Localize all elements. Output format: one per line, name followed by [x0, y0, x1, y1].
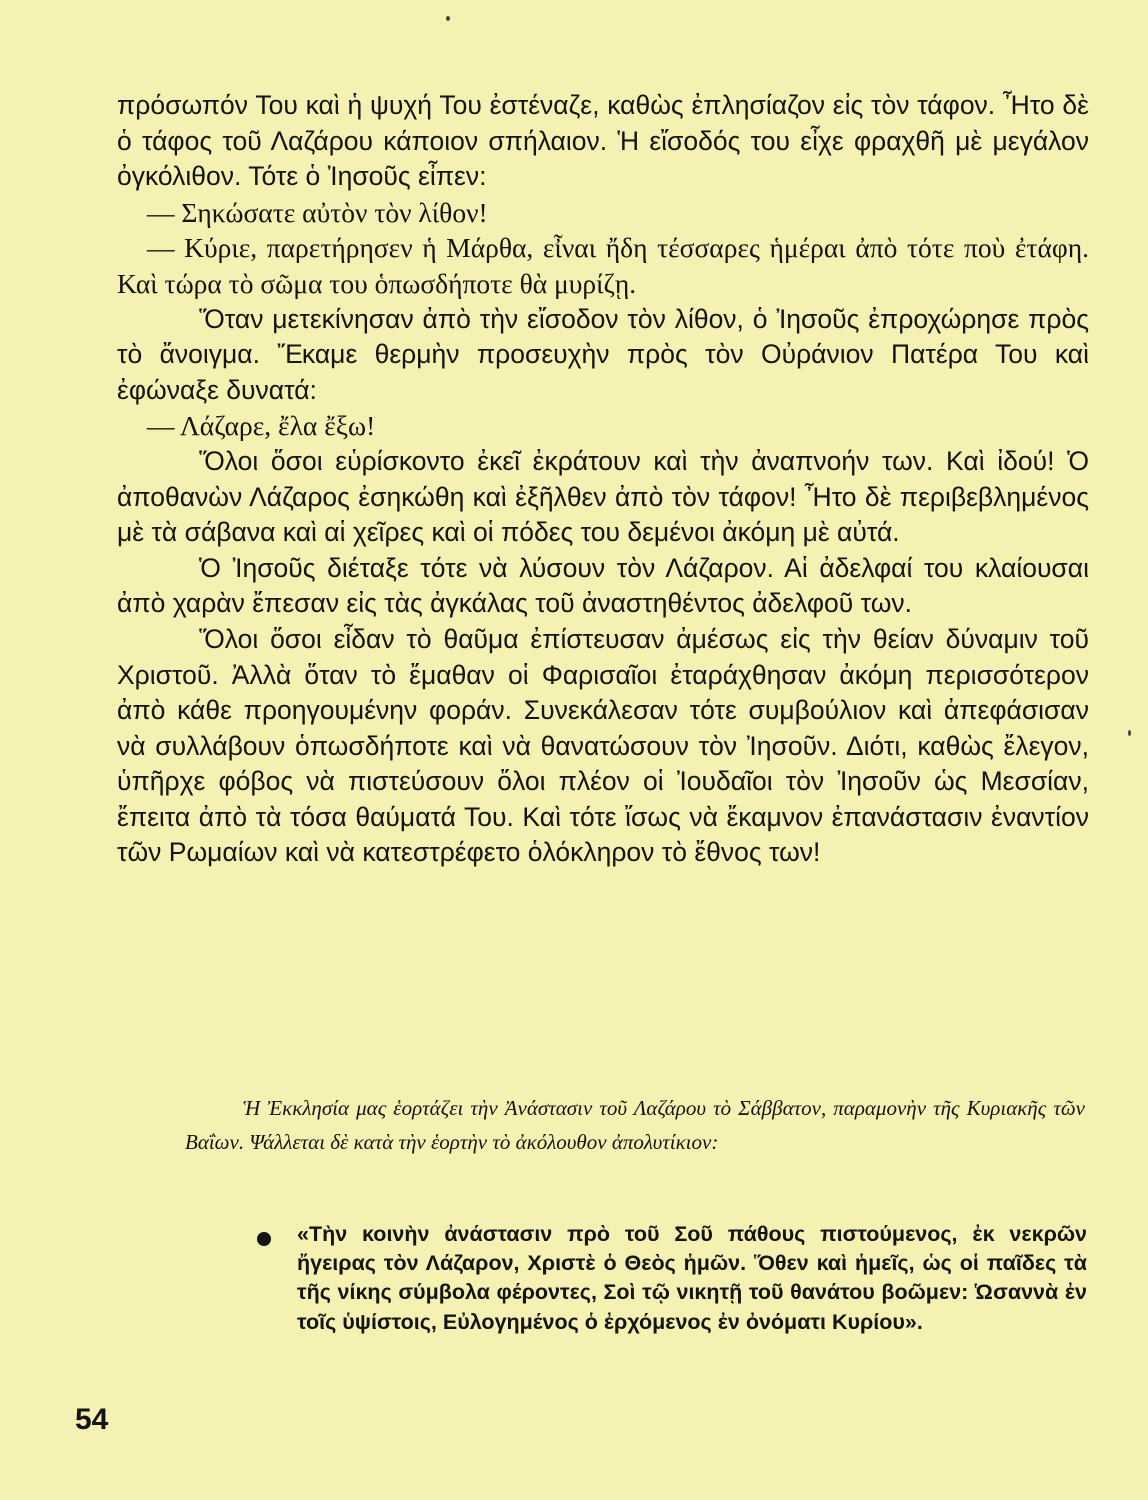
page-number: 54 — [75, 1403, 109, 1436]
print-speck — [446, 16, 450, 21]
print-speck — [1128, 730, 1131, 736]
footnote-text: Ἡ Ἐκκλησία μας ἑορτάζει τὴν Ἀνάστασιν τοῦ Λαζάρου τὸ Σάββατον, παραμονὴν τῆς Κυριακῆς τῶν Βαΐων. Ψάλλεται δὲ κατὰ τὴν ἑορτὴν τὸ ἀκόλουθον ἀπολυτίκιον: — [185, 1096, 1085, 1154]
dialogue-3: — Λάζαρε, ἔλα ἔξω! — [147, 410, 376, 442]
hymn-text: «Τὴν κοινὴν ἀνάστασιν πρὸ τοῦ Σοῦ πάθους πιστούμενος, ἐκ νεκρῶν ἤγειρας τὸν Λάζαρον, Χριστὲ ὁ Θεὸς ἡμῶν. Ὅθεν καὶ ἡμεῖς, ὡς οἱ παῖδες τὰ τῆς νίκης σύμβολα φέροντες, Σοὶ τῷ νικητῇ τοῦ θανάτου βοῶμεν: Ὡσαννὰ ἐν τοῖς ὑψίστοις, Εὐλογημένος ὁ ἐρχόμενος ἐν ὀνόματι Κυρίου». — [297, 1222, 1087, 1334]
paragraph-3: Ὅλοι ὅσοι εὑρίσκοντο ἐκεῖ ἐκράτουν καὶ τὴν ἀναπνοήν των. Καὶ ἰδού! Ὁ ἀποθανὼν Λάζαρος ἐσηκώθη καὶ ἐξῆλθεν ἀπὸ τὸν τάφον! Ἦτο δὲ περιβεβλημένος μὲ τὰ σάβανα καὶ αἱ χεῖρες καὶ οἱ πόδες του δεμένοι ἀκόμη μὲ αὐτά. — [117, 445, 1089, 548]
dialogue-1: — Σηκώσατε αὐτὸν τὸν λίθον! — [147, 196, 488, 228]
footnote-block — [185, 1091, 1085, 1159]
dialogue-2: — Κύριε, παρετήρησεν ἡ Μάρθα, εἶναι ἤδη τέσσαρες ἡμέραι ἀπὸ τότε ποὺ ἐτάφη. Καὶ τώρα τὸ σῶμα του ὁπωσδήποτε θὰ μυρίζῃ. — [117, 232, 1089, 299]
paragraph-5: Ὅλοι ὅσοι εἶδαν τὸ θαῦμα ἐπίστευσαν ἀμέσως εἰς τὴν θείαν δύναμιν τοῦ Χριστοῦ. Ἀλλὰ ὅταν τὸ ἔμαθαν οἱ Φαρισαῖοι ἐταράχθησαν ἀκόμη περισσότερον ἀπὸ κάθε προηγουμένην φοράν. Συνεκάλεσαν τότε συμβούλιον καὶ ἀπεφάσισαν νὰ συλλάβουν ὁπωσδήποτε καὶ νὰ θανατώσουν τὸν Ἰησοῦν. Διότι, καθὼς ἔλεγον, ὑπῆρχε φόβος νὰ πιστεύσουν ὅλοι πλέον οἱ Ἰουδαῖοι τὸν Ἰησοῦν ὡς Μεσσίαν, ἔπειτα ἀπὸ τὰ τόσα θαύματά Του. Καὶ τότε ἴσως νὰ ἔκαμνον ἐπανάστασιν ἐναντίον τῶν Ρωμαίων καὶ νὰ κατεστρέφετο ὁλόκληρον τὸ ἔθνος των! — [117, 623, 1089, 868]
main-text — [117, 88, 1089, 871]
paragraph-2: Ὅταν μετεκίνησαν ἀπὸ τὴν εἴσοδον τὸν λίθον, ὁ Ἰησοῦς ἐπροχώρησε πρὸς τὸ ἄνοιγμα. Ἔκαμε θερμὴν προσευχὴν πρὸς τὸν Οὐράνιον Πατέρα Του καὶ ἐφώναξε δυνατά: — [117, 303, 1089, 405]
paragraph-1: πρόσωπόν Του καὶ ἡ ψυχή Του ἐστέναζε, καθὼς ἐπλησίαζον εἰς τὸν τάφον. Ἦτο δὲ ὁ τάφος τοῦ Λαζάρου κάποιον σπήλαιον. Ἡ εἴσοδός του εἶχε φραχθῆ μὲ μεγάλον ὀγκόλιθον. Τότε ὁ Ἰησοῦς εἶπεν: — [117, 90, 1089, 192]
hymn-block — [297, 1220, 1087, 1337]
bullet-dot-icon — [257, 1232, 271, 1246]
paragraph-4: Ὁ Ἰησοῦς διέταξε τότε νὰ λύσουν τὸν Λάζαρον. Αἱ ἀδελφαί του κλαίουσαι ἀπὸ χαρὰν ἔπεσαν εἰς τὰς ἀγκάλας τοῦ ἀναστηθέντος ἀδελφοῦ των. — [117, 552, 1089, 619]
